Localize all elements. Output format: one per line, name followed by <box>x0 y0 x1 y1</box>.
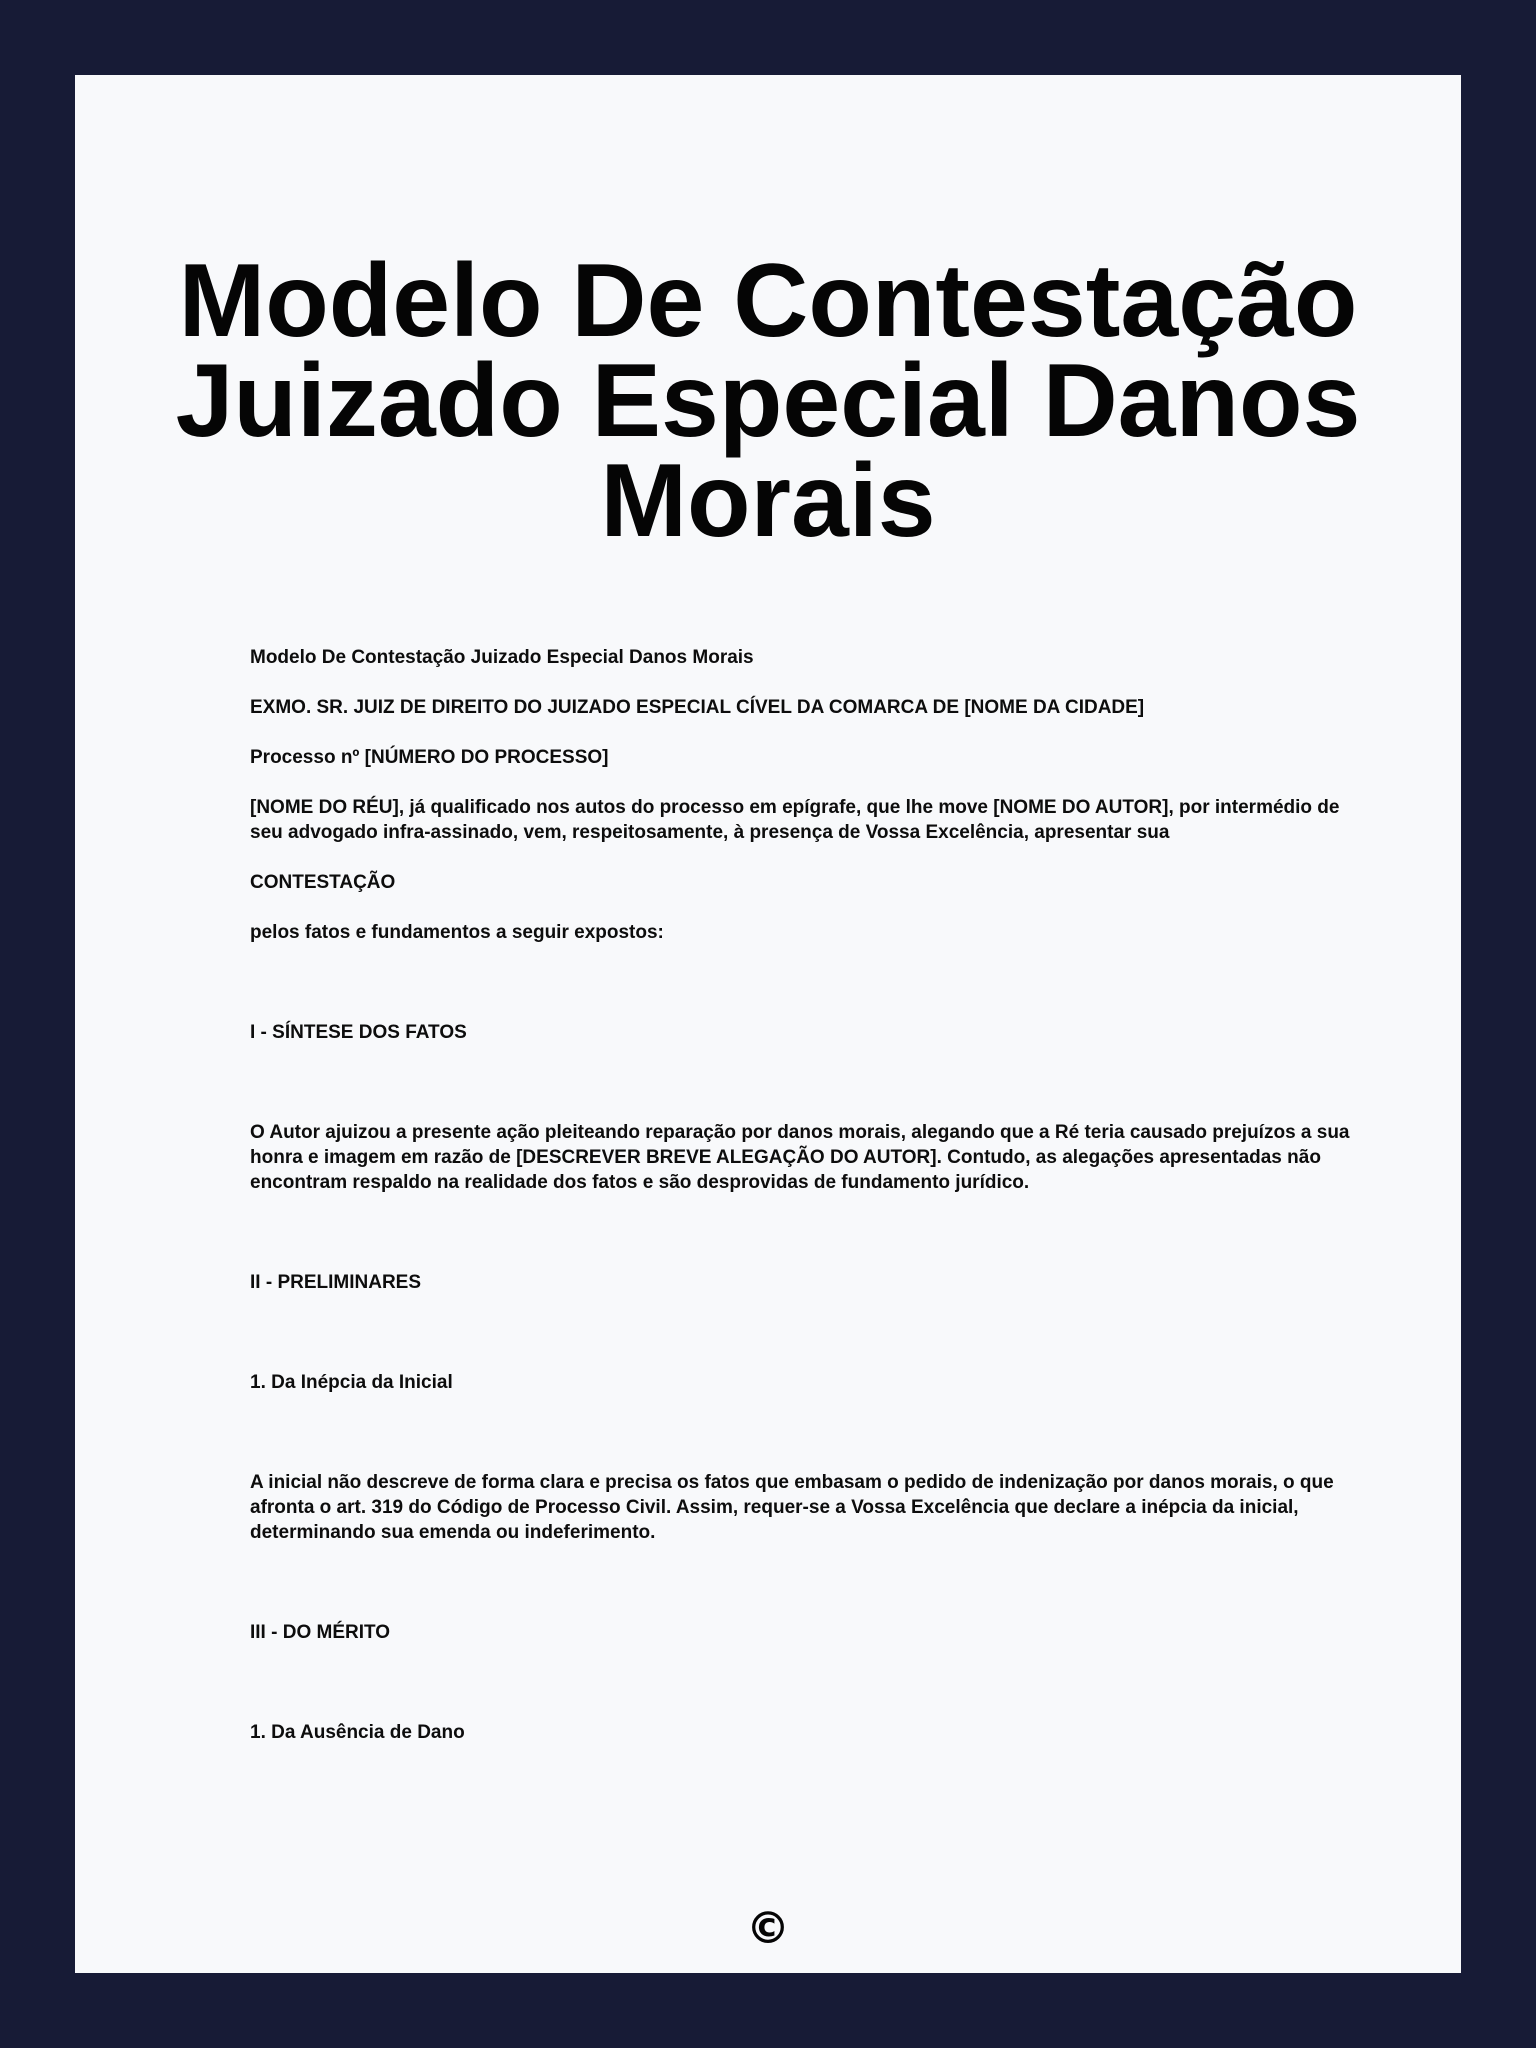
section-heading-facts: I - SÍNTESE DOS FATOS <box>250 1022 467 1043</box>
paragraph-facts-intro: pelos fatos e fundamentos a seguir expostos: <box>250 922 664 943</box>
paragraph-addressee: EXMO. SR. JUIZ DE DIREITO DO JUIZADO ESPECIAL CÍVEL DA COMARCA DE [NOME DA CIDADE] <box>250 697 1145 718</box>
copyright-icon: © <box>746 1903 790 1954</box>
document-page <box>75 75 1461 1973</box>
paragraph-process-number: Processo nº [NÚMERO DO PROCESSO] <box>250 747 609 768</box>
subsection-heading-no-damage: 1. Da Ausência de Dano <box>250 1722 465 1743</box>
document-title: Modelo De Contestação Juizado Especial Danos Morais <box>175 243 1361 559</box>
section-heading-merit: III - DO MÉRITO <box>250 1622 391 1643</box>
subsection-heading-inepcia: 1. Da Inépcia da Inicial <box>250 1372 453 1393</box>
paragraph-heading: Modelo De Contestação Juizado Especial Danos Morais <box>250 647 754 668</box>
paragraph-inepcia: A inicial não descreve de forma clara e precisa os fatos que embasam o pedido de indenização por danos morais, o que afronta o art. 319 do Código de Processo Civil. Assim, requer-se a Vossa Excelência que declare a inépcia da inicial, determinando sua emenda ou indeferimento. <box>250 1472 1334 1543</box>
paragraph-facts-summary: O Autor ajuizou a presente ação pleiteando reparação por danos morais, alegando que a Ré teria causado prejuízos a sua honra e imagem em razão de [DESCREVER BREVE ALEGAÇÃO DO AUTOR]. Contudo, as alegações apresentadas não encontram respaldo na realidade dos fatos e são desprovidas de fundamento jurídico. <box>250 1122 1350 1193</box>
paragraph-contestation-label: CONTESTAÇÃO <box>250 872 396 893</box>
document-body <box>250 645 1350 1770</box>
section-heading-preliminaries: II - PRELIMINARES <box>250 1272 422 1293</box>
paragraph-introduction: [NOME DO RÉU], já qualificado nos autos do processo em epígrafe, que lhe move [NOME DO AUTOR], por intermédio de seu advogado infra-assinado, vem, respeitosamente, à presença de Vossa Excelência, apresentar sua <box>250 797 1340 843</box>
